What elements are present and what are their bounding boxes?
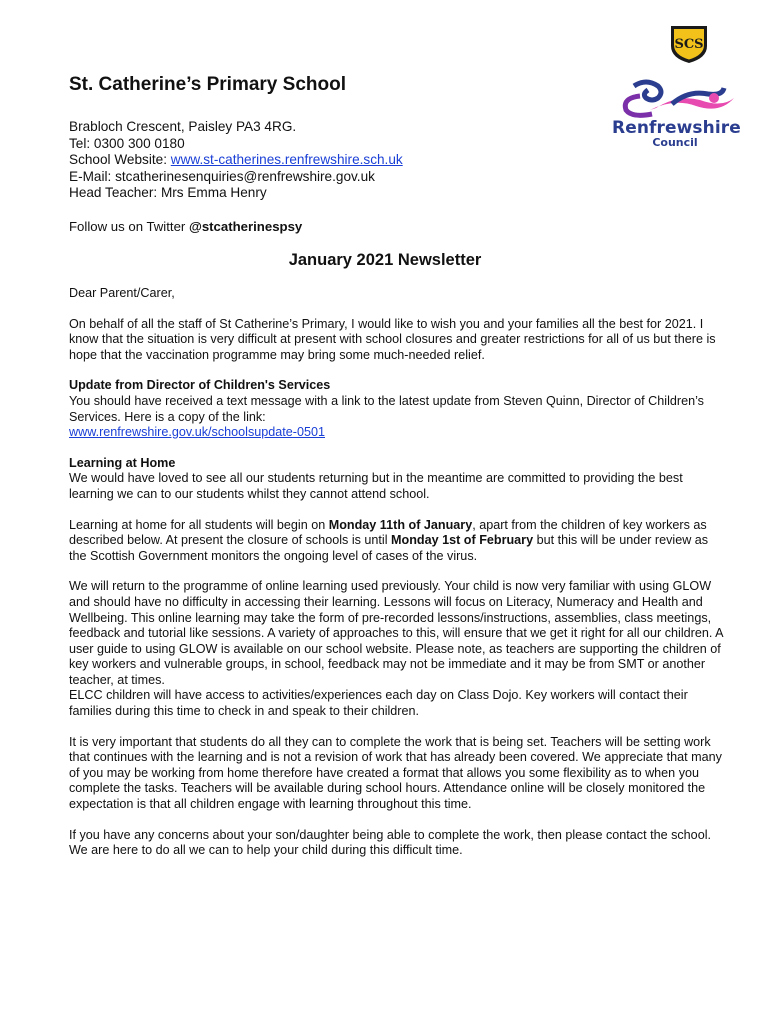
update-link[interactable]: www.renfrewshire.gov.uk/schoolsupdate-0501 [69, 425, 325, 440]
end-date: Monday 1st of February [391, 533, 534, 548]
school-name: St. Catherine’s Primary School [69, 74, 346, 95]
twitter-handle: @stcatherinespsy [188, 219, 303, 234]
newsletter-title: January 2021 Newsletter [288, 251, 482, 269]
council-name: Renfrewshire [612, 118, 741, 138]
elcc-paragraph: ELCC children will have access to activities/experiences each day on Class Dojo. Key workers will contact their families during this time to check in and speak to their children. [69, 688, 688, 719]
head-teacher: Head Teacher: Mrs Emma Henry [69, 185, 267, 201]
school-crest-logo [668, 24, 710, 64]
website-label: School Website: [69, 152, 171, 168]
email: E-Mail: stcatherinesenquiries@renfrewshire.gov.uk [69, 168, 375, 184]
website-link[interactable]: www.st-catherines.renfrewshire.sch.uk [170, 152, 403, 168]
start-date: Monday 11th of January [328, 517, 473, 532]
council-sub: Council [652, 136, 698, 149]
crest-letters: SCS [674, 37, 704, 52]
update-text: You should have received a text message with a link to the latest update from Steven Quinn, Director of Children’s Services. Here is a copy of the link: [69, 393, 704, 424]
dates-paragraph [69, 518, 729, 565]
dates-pre: Learning at home for all students will begin on [69, 517, 329, 532]
learning-text: We would have loved to see all our students returning but in the meantime are committed to providing the best learning we can to our students whilst they cannot attend school. [69, 471, 683, 501]
concerns-paragraph: If you have any concerns about your son/daughter being able to complete the work, then please contact the school. We are here to do all we can to help your child during this difficult time. [69, 827, 711, 858]
intro-paragraph: On behalf of all the staff of St Catherine’s Primary, I would like to wish you and your families all the best for 2021. I know that the situation is very difficult at present with school closures and greater restrictions for all of us but there is hope that the vaccination programme may bring some much-needed relief. [69, 316, 716, 362]
update-section [69, 378, 729, 440]
dates-mid: , apart from the children of key workers as described below. At present the closure of schools is until [69, 517, 707, 548]
important-paragraph: It is very important that students do all they can to complete the work that is being set. Teachers will be setting work that continues with the learning and is not a revision of work that has already been covered. We appreciate that many of you may be working from home therefore have created a format that allows you some flexibility as to when you complete the tasks. Teachers will be available during school hours. Attendance online will be closely monitored the expectation is that all children engage with learning throughout this time. [69, 734, 722, 812]
greeting: Dear Parent/Carer, [69, 286, 175, 300]
online-learning-paragraph: We will return to the programme of online learning used previously. Your child is now very familiar with using GLOW and should have no difficulty in accessing their learning. Lessons will focus on Literacy, Numeracy and Health and Wellbeing. This online learning may take the form of pre-recorded lessons/instructions, assemblies, class meetings, feedback and tutorial like sessions. A variety of approaches to this, will ensure that we get it right for all our children. A user guide to using GLOW is available on our school website. Please note, as teachers are supporting the children of key workers and vulnerable groups, in school, feedback may not be immediate and it may be from SMT or another teacher, at times. [69, 579, 723, 687]
learning-heading: Learning at Home [69, 455, 176, 470]
twitter-line [69, 219, 302, 234]
dates-post: but this will be under review as the Scottish Government monitors the ongoing level of cases of the virus. [69, 533, 709, 563]
update-heading: Update from Director of Children's Services [69, 378, 331, 393]
address: Brabloch Crescent, Paisley PA3 4RG. [69, 119, 297, 134]
contact-block [69, 119, 403, 202]
telephone: Tel: 0300 300 0180 [69, 135, 185, 151]
twitter-label: Follow us on Twitter [69, 219, 189, 234]
learning-section [69, 456, 729, 503]
newsletter-body [69, 286, 729, 874]
website-line [69, 152, 403, 169]
